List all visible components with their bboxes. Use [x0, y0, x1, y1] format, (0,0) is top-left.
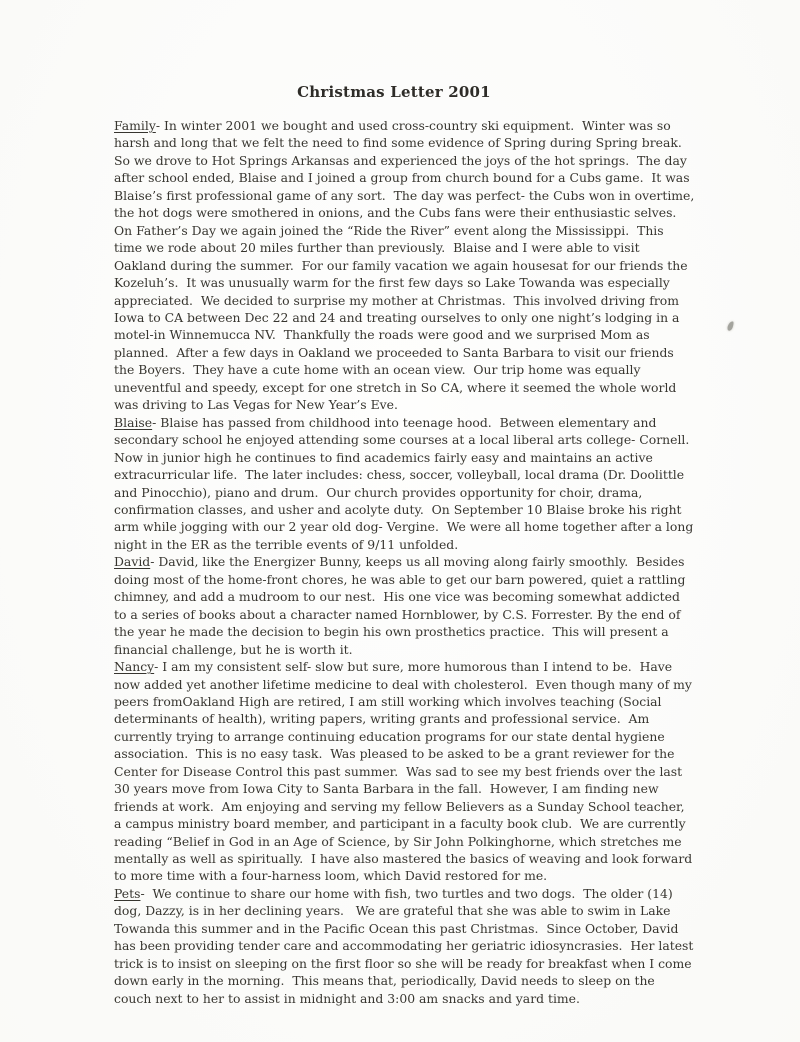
section-text-family: - In winter 2001 we bought and used cross-country ski equipment. Winter was so harsh and long that we felt the need to find some evidence of Spring during Spring break. So we drove to Hot Springs Arkansas and experienced the joys of the hot springs. The day after school ended, Blaise and I joined a group from church bound for a Cubs game. It was Blaise’s first professional game of any sort. The day was perfect- the Cubs won in overtime, the hot dogs were smothered in onions, and the Cubs fans were their enthusiastic selves. On Father’s Day we again joined the “Ride the River” event along the Mississippi. This time we rode about 20 miles further than previously. Blaise and I were able to visit Oakland during the summer. For our family vacation we again housesat for our friends the Kozeluh’s. It was unusually warm for the first few days so Lake Towanda was especially appreciated. We decided to surprise my mother at Christmas. This involved driving from Iowa to CA between Dec 22 and 24 and treating ourselves to only one night’s lodging in a motel-in Winnemucca NV. Thankfully the roads were good and we surprised Mom as planned. After a few days in Oakland we proceeded to Santa Barbara to visit our friends the Boyers. They have a cute home with an ocean view. Our trip home was equally uneventful and speedy, except for one stretch in So CA, where it seemed the whole world was driving to Las Vegas for New Year’s Eve.	[114, 118, 699, 413]
section-label-family: Family	[114, 118, 156, 133]
section-text-nancy: - I am my consistent self- slow but sure, more humorous than I intend to be. Have now added yet another lifetime medicine to deal with cholesterol. Even though many of my peers fromOakland High are retired, I am still working which involves teaching (Social determinants of health), writing papers, writing grants and professional service. Am currently trying to arrange continuing education programs for our state dental hygiene association. This is no easy task. Was pleased to be asked to be a grant reviewer for the Center for Disease Control this past summer. Was sad to see my best friends over the last 30 years move from Iowa City to Santa Barbara in the fall. However, I am finding new friends at work. Am enjoying and serving my fellow Believers as a Sunday School teacher, a campus ministry board member, and participant in a faculty book club. We are currently reading “Belief in God in an Age of Science, by Sir John Polkinghorne, which stretches me mentally as well as spiritually. I have also mastered the basics of weaving and look forward to more time with a four-harness loom, which David restored for me.	[114, 659, 697, 884]
paragraph-blaise	[114, 414, 698, 554]
section-label-david: David	[114, 554, 151, 570]
paragraph-pets	[114, 885, 698, 1007]
page-title: Christmas Letter 2001	[297, 83, 491, 101]
paragraph-nancy	[114, 658, 695, 885]
section-text-pets: - We continue to share our home with fish, two turtles and two dogs. The older (14) dog, Dazzy, is in her declining years. We are grateful that she was able to swim in Lake Towanda this summer and in the Pacific Ocean this past Christmas. Since October, David has been providing tender care and accommodating her geriatric idiosyncrasies. Her latest trick is to insist on sleeping on the first floor so she will be ready for breakfast when I come down early in the morning. This means that, periodically, David needs to sleep on the couch next to her to assist in midnight and 3:00 am snacks and yard time.	[114, 885, 698, 1006]
scan-smudge-artifact	[727, 320, 735, 331]
section-label-nancy: Nancy	[114, 659, 155, 675]
letter-body	[114, 117, 699, 1007]
paragraph-family	[114, 117, 699, 414]
section-label-pets: Pets	[114, 885, 141, 901]
paragraph-david	[114, 553, 695, 658]
section-text-david: - David, like the Energizer Bunny, keeps us all moving along fairly smoothly. Besides doing most of the home-front chores, he was able to get our barn powered, quiet a rattling chimney, and add a mudroom to our nest. His one vice was becoming somewhat addicted to a series of books about a character named Hornblower, by C.S. Forrester. By the end of the year he made the decision to begin his own prosthetics practice. This will present a financial challenge, but he is worth it.	[114, 554, 690, 657]
section-label-blaise: Blaise	[114, 414, 153, 430]
section-text-blaise: - Blaise has passed from childhood into teenage hood. Between elementary and secondary school he enjoyed attending some courses at a local liberal arts college- Cornell. Now in junior high he continues to find academics fairly easy and maintains an active extracurricular life. The later includes: chess, soccer, volleyball, local drama (Dr. Doolittle and Pinocchio), piano and drum. Our church provides opportunity for choir, drama, confirmation classes, and usher and acolyte duty. On September 10 Blaise broke his right arm while jogging with our 2 year old dog- Vergine. We were all home together after a long night in the ER as the terrible events of 9/11 unfolded.	[114, 414, 698, 552]
